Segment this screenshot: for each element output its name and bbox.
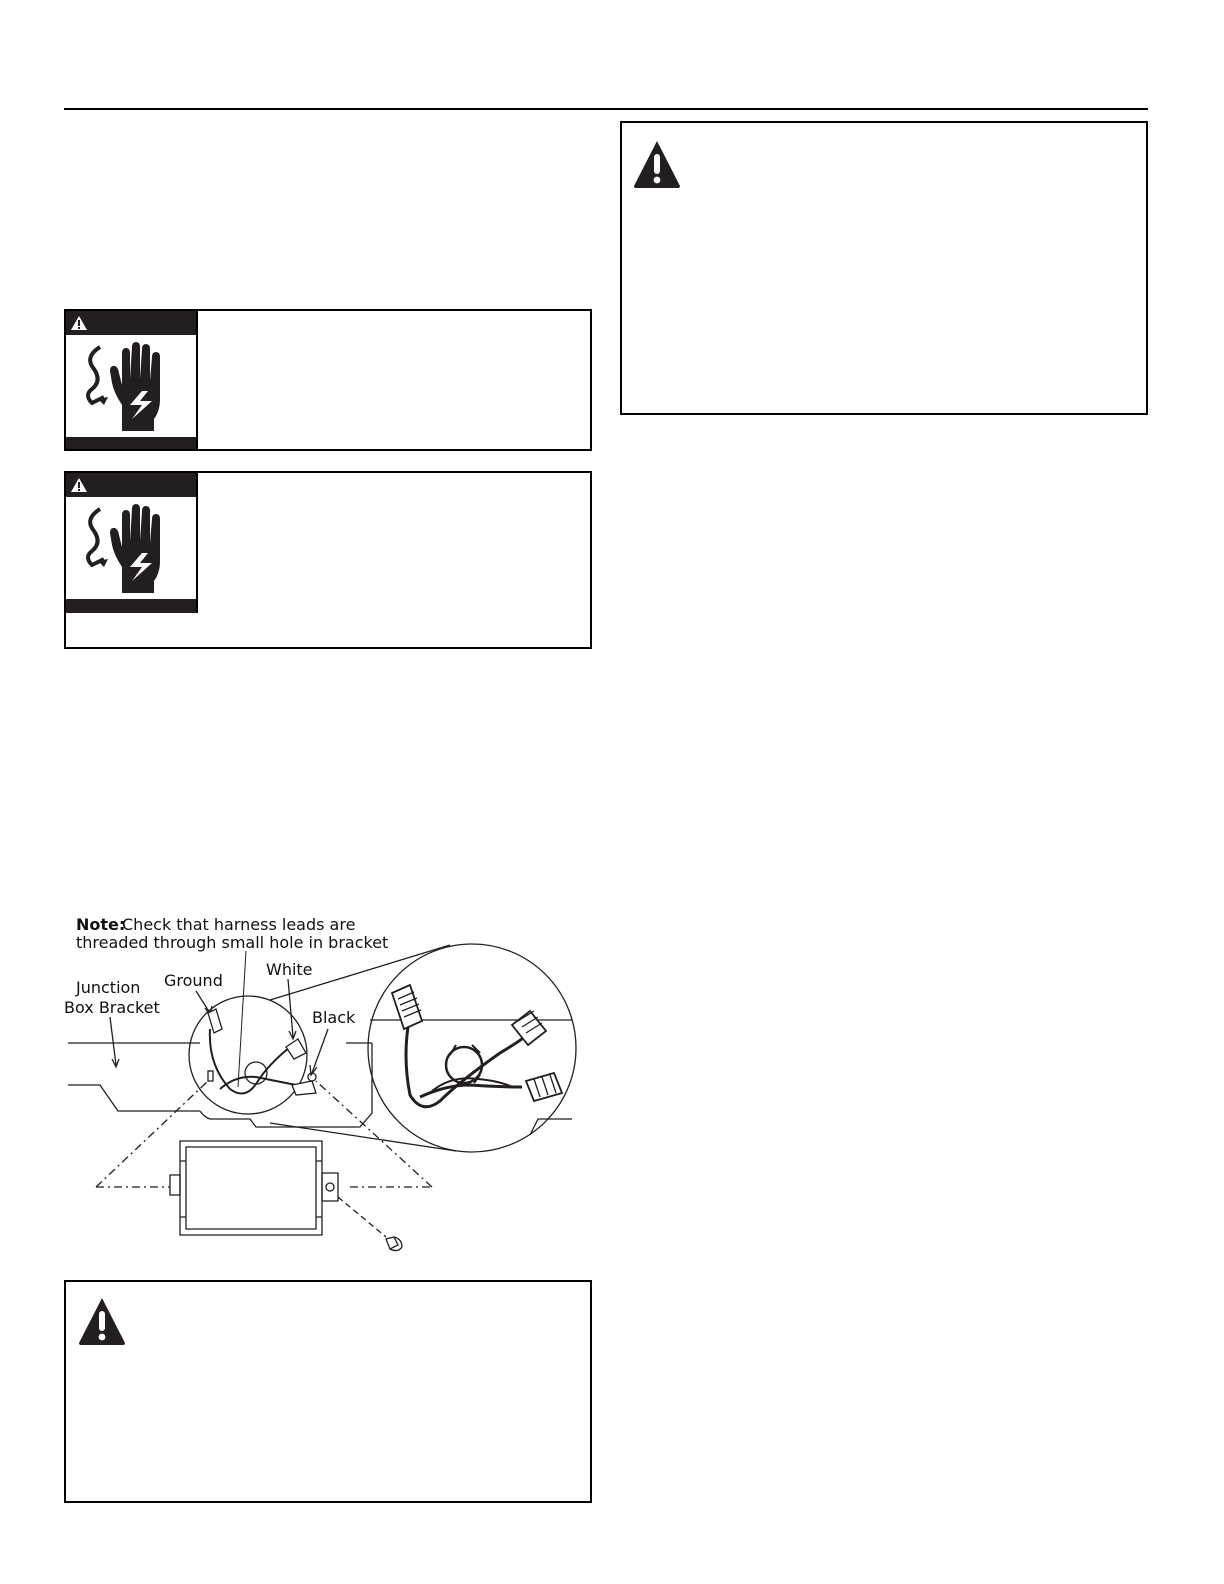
diagram-note-label: Note: [76,915,126,934]
caution-box-bottom-left [64,1280,592,1503]
shock-hazard-panel [66,311,198,451]
page-header-rule [64,108,1148,110]
electric-shock-hand-icon [70,501,174,599]
junction-label-line1: Junction [76,978,141,997]
warning-triangle-icon [70,477,88,493]
diagram-note-line2: threaded through small hole in bracket [76,933,389,952]
exclamation-triangle-icon [77,1296,127,1346]
exclamation-triangle-icon [632,139,682,189]
warning-triangle-icon [70,315,88,331]
black-label: Black [312,1008,356,1027]
white-label: White [266,960,313,979]
ground-label: Ground [164,971,223,990]
junction-box-wiring-diagram [60,905,590,1255]
caution-box-right [620,121,1148,415]
junction-label-line2: Box Bracket [64,998,160,1017]
shock-warning-box-2 [64,471,592,649]
shock-hazard-panel [66,473,198,613]
shock-warning-box-1 [64,309,592,451]
electric-shock-hand-icon [70,339,174,437]
screw-icon [386,1237,402,1251]
diagram-note-line1: Check that harness leads are [122,915,356,934]
